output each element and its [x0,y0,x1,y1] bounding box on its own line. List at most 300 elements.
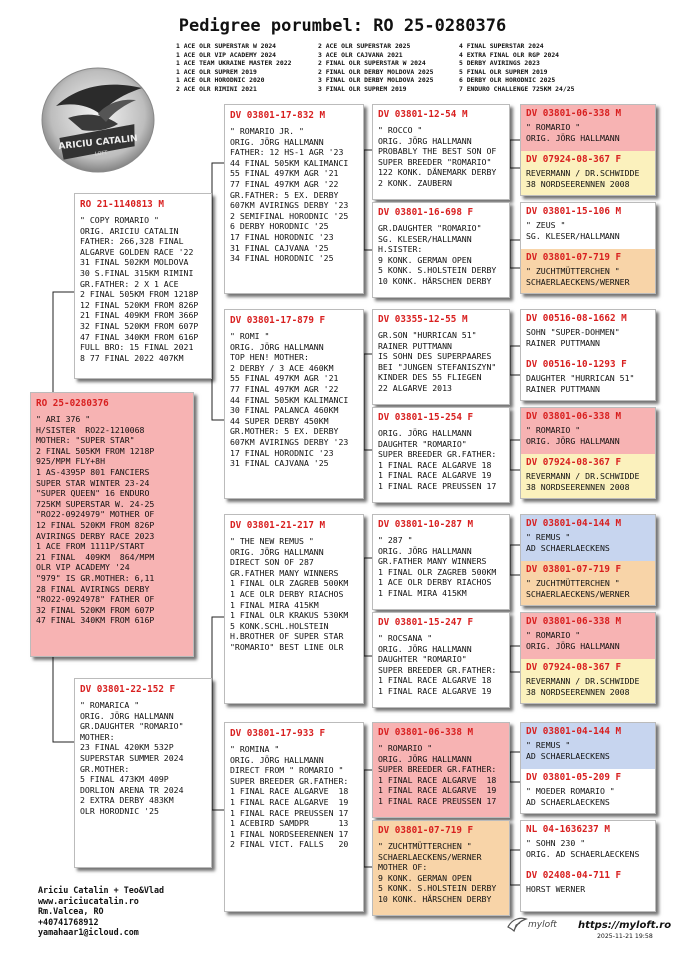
text-line: 9 KONK. GERMAN OPEN [378,254,472,265]
gen3-ring: DV 03801-15-254 F [378,412,474,423]
gen4-ring: DV 07924-08-367 F [526,154,622,165]
text-line: 725KM SUPERSTAR W. 24-25 [36,498,155,509]
gen3-details [378,125,504,189]
gen3-card[interactable] [372,514,510,610]
gen3-details [378,330,504,394]
gen4-details [526,471,650,492]
text-line: ORIG. JÖRG HALLMANN [378,545,472,556]
myloft-brand: myloft [528,920,557,930]
text-line: MOTHER: [80,731,115,742]
text-line: " ROCSANA " [378,633,433,643]
page-title: Pedigree porumbel: RO 25-0280376 [178,16,507,36]
gen4-ring: DV 03801-04-144 M [526,518,622,529]
text-line: RAINER PUTTMANN [378,340,452,351]
text-line: HORST WERNER [526,884,586,894]
text-line: 32 FINAL 520KM FROM 607P [80,320,199,331]
text-line: SUPER BREEDER GR.FATHER: [378,764,497,775]
text-line: 1 FINAL RACE ALGARVE 19 [230,796,349,807]
text-line: IS SOHN DES SUPERPAARES [378,351,492,362]
text-line: AD SCHAERLAECKENS [526,750,610,761]
sire-father-card[interactable] [224,104,364,294]
text-line: 1 FINAL MIRA 415KM [230,599,319,610]
sire-mother-ring: DV 03801-17-879 F [230,315,326,326]
text-line: 2 SEMIFINAL HORODNIC '25 [230,210,349,221]
gen3-ring: DV 03801-07-719 F [378,825,474,836]
gen4-details [526,676,650,697]
text-line: " ROMARIO JR. " [230,126,304,136]
text-line: 1 FINAL RACE ALGARVE 19 [378,785,497,796]
text-line: 21 FINAL 409KM FROM 366P [80,310,199,321]
dam-father-ring: DV 03801-21-217 M [230,520,326,531]
text-line: 3 FINAL OLR DERBY MOLDOVA 2025 [318,76,434,85]
text-line: SCHAERLAECKENS/WERNER [526,276,630,287]
text-line: 9 KONK. GERMAN OPEN [378,872,472,883]
text-line: ORIG. JÖRG HALLMANN [230,754,324,765]
text-line: 1 ACE OLR VIP ACADEMY 2024 [176,50,277,59]
text-line: 1 FINAL RACE ALGARVE 18 [378,459,492,470]
text-line: 4 FINAL SUPERSTAR 2024 [459,42,544,50]
text-line: DAUGHTER "ROMARIO" [378,438,467,449]
gen4-ring: DV 00516-10-1293 F [526,359,627,370]
text-line: " REMUS " [526,740,571,750]
gen4-ring: DV 03801-06-338 M [526,616,622,627]
breeder-contact [38,885,164,938]
dam-details [80,700,206,817]
sire-father-ring: DV 03801-17-832 M [230,110,326,121]
text-line: 17 FINAL HORODNIC '23 [230,447,334,458]
gen4-card[interactable] [521,613,655,659]
text-line: 55 FINAL 497KM AGR '21 [230,168,339,179]
gen4-details [526,425,650,446]
text-line: TOP HEN! MOTHER: [230,352,309,363]
text-line: MOTHER OF: [378,862,428,873]
text-line: 1 FINAL MIRA 415KM [378,587,467,598]
text-line: 2 ACE OLR SUPERSTAR 2025 [318,42,411,50]
text-line: " ROMARIO " [526,122,581,132]
gen4-card[interactable] [521,105,655,151]
text-line: DAUGHTER "ROMARIO" [378,654,467,665]
text-line: ORIG. JÖRG HALLMANN [378,643,472,654]
gen4-pair-card [520,722,656,814]
text-line: " ZUCHTMÜTTERCHEN " [526,578,620,588]
gen3-details [378,633,504,697]
text-line: ORIG. JÖRG HALLMANN [230,546,324,557]
text-line: AD SCHAERLAECKENS [526,796,610,807]
text-line: 2 EXTRA DERBY 483KM [80,795,174,806]
gen4-card[interactable] [521,356,655,401]
text-line: 31 FINAL 502KM MOLDOVA [80,257,189,268]
loft-logo [38,58,158,178]
text-line: ORIG. JÖRG HALLMANN [526,435,620,446]
gen4-details [526,740,650,761]
text-line: 607KM AVIRINGS DERBY '23 [230,200,349,211]
text-line: H.BROTHER OF SUPER STAR [230,631,344,642]
gen3-card[interactable] [372,820,510,916]
text-line: AVIRINGS DERBY RACE 2023 [36,530,155,541]
text-line: 3 FINAL OLR SUPREM 2019 [318,84,407,93]
text-line: " ROCCO " [378,125,423,135]
text-line: SUPER BREEDER "ROMARIO" [378,156,492,167]
text-line: FULL BRO: 15 FINAL 2021 [80,342,194,353]
text-line: ORIG. JÖRG HALLMANN [378,428,472,438]
gen4-ring: DV 03801-07-719 F [526,252,622,263]
text-line: 1 ACE FROM 1111P/START [36,541,145,552]
subject-details [36,414,188,626]
text-line: 30 S.FINAL 315KM RIMINI [80,267,194,278]
gen4-pair-card [520,309,656,401]
subject-ring: RO 25-0280376 [36,398,109,409]
logo-subtext: LOFT [94,150,108,158]
gen4-card[interactable] [521,408,655,454]
gen4-card[interactable] [521,249,655,294]
gen4-pair-card [520,202,656,294]
text-line: "RO22-0924979" MOTHER OF [36,509,155,520]
text-line: 2 FINAL 505KM FROM 1218P [36,445,155,456]
text-line: ORIG. JÖRG HALLMANN [526,132,620,143]
achievements-col-1 [176,42,291,94]
gen4-details [526,266,650,287]
text-line: 1 FINAL RACE ALGARVE 18 [378,774,497,785]
gen3-card[interactable] [372,104,510,200]
text-line: 47 FINAL 340KM FROM 616P [80,331,199,342]
text-line: yamahaar1@icloud.com [38,927,139,938]
gen3-ring: DV 03801-10-287 M [378,519,474,530]
text-line: GR.DAUGHTER "ROMARIO" [80,721,184,732]
text-line: REVERMANN / DR.SCHWIDDE [526,168,640,178]
text-line: 32 FINAL 520KM FROM 607P [36,604,155,615]
text-line: 1 ACE OLR HORODNIC 2020 [176,76,265,85]
gen4-details [526,884,650,895]
text-line: "ROMARIO" BEST LINE OLR [230,641,344,652]
text-line: 1 ACE OLR SUPERSTAR W 2024 [176,42,277,50]
text-line: 1 FINAL RACE ALGARVE 19 [378,685,492,696]
text-line: " ROMARIO " [526,425,581,435]
gen3-card[interactable] [372,309,510,405]
gen4-details [526,327,650,348]
gen4-details [526,168,650,189]
text-line: 1 FINAL RACE ALGARVE 18 [378,675,492,686]
text-line: 5 KONK. S.HOLSTEIN DERBY [378,265,497,276]
text-line: 1 FINAL OLR ZAGREB 500KM [230,578,349,589]
gen3-card[interactable] [372,722,510,818]
text-line: ORIG. JÖRG HALLMANN [80,710,174,721]
text-line: " ZEUS " [526,220,566,230]
text-line: 8 77 FINAL 2022 407KM [80,352,184,363]
text-line: ORIG. JÖRG HALLMANN [378,135,472,146]
text-line: DIRECT FROM " ROMARIO " [230,765,344,776]
gen4-details [526,220,650,241]
gen3-card[interactable] [372,407,510,503]
text-line: 77 FINAL 497KM AGR '22 [230,383,339,394]
gen3-details [378,428,504,492]
text-line: SUPERSTAR SUMMER 2024 [80,752,184,763]
text-line: 1 AS-4395P 801 FANCIERS [36,466,150,477]
gen4-card[interactable] [521,659,655,704]
gen3-card[interactable] [372,612,510,708]
text-line: " SOHN 230 " [526,838,586,848]
gen4-details [526,122,650,143]
text-line: DIRECT SON OF 287 [230,557,314,568]
text-line: 5 DERBY AVIRINGS 2023 [459,59,540,68]
text-line: SOHN "SUPER-DOHMEN" [526,327,620,337]
text-line: ORIG. JÖRG HALLMANN [230,136,324,147]
dam-mother-ring: DV 03801-17-933 F [230,728,326,739]
text-line: GR.FATHER MANY WINNERS [378,556,487,567]
text-line: 34 FINAL HORODNIC '25 [230,253,334,264]
text-line: FATHER: 12 HS-1 AGR '23 [230,147,344,158]
text-line: 3 ACE OLR CAJVANA 2021 [318,50,403,59]
text-line: " ZUCHTMÜTTERCHEN " [378,841,472,851]
text-line: 1 ACEBIRD SAMDPR 13 [230,818,349,829]
gen3-ring: DV 03801-12-54 M [378,109,468,120]
gen4-details [526,838,650,859]
text-line: ORIG. AD SCHAERLAECKENS [526,848,640,859]
text-line: 2 ACE OLR RIMINI 2021 [176,84,257,93]
text-line: 1 FINAL RACE PREUSSEN 17 [378,795,497,806]
text-line: " MOEDER ROMARIO " [526,786,615,796]
gen3-details [378,841,504,905]
text-line: ALGARVE GOLDEN RACE '22 [80,246,194,257]
text-line: RAINER PUTTMANN [526,337,600,348]
text-line: 30 FINAL PALANCA 460KM [230,405,339,416]
text-line: 44 FINAL 505KM KALIMANCI [230,394,349,405]
text-line: DAUGHTER "HURRICAN 51" [526,373,635,383]
gen4-ring: DV 07924-08-367 F [526,662,622,673]
myloft-logo-icon [506,913,528,935]
text-line: 5 FINAL OLR SUPREM 2019 [459,67,548,76]
text-line: SUPER BREEDER GR.FATHER: [378,664,497,675]
sire-mother-card[interactable] [224,309,364,499]
text-line: " ROMARIO " [378,743,433,753]
text-line: 1 FINAL OLR ZAGREB 500KM [378,566,497,577]
text-line: Rm.Valcea, RO [38,906,104,917]
text-line: 44 SUPER DERBY 450KM [230,415,329,426]
dam-father-card[interactable] [224,514,364,704]
achievements-col-2 [318,42,433,94]
text-line: ORIG. JÖRG HALLMANN [526,640,620,651]
text-line: 44 FINAL 505KM KALIMANCI [230,157,349,168]
dam-card[interactable] [74,678,212,868]
text-line: GR.FATHER: 5 EX. DERBY [230,189,339,200]
text-line: 12 FINAL 520KM FROM 826P [36,519,155,530]
text-line: 1 FINAL RACE PREUSSEN 17 [378,480,497,491]
gen4-details [526,786,650,807]
gen3-ring: DV 03801-16-698 F [378,207,474,218]
sire-card[interactable] [74,193,212,379]
gen3-details [378,223,504,287]
text-line: 38 NORDSEERENNEN 2008 [526,481,630,492]
text-line: 21 FINAL 409KM 864/MPM [36,551,155,562]
text-line: 31 FINAL CAJVANA '25 [230,458,329,469]
text-line: SUPER BREEDER GR.FATHER: [378,449,497,460]
dam-mother-card[interactable] [224,722,364,912]
gen4-pair-card [520,407,656,499]
logo-text: ARICIU CATALIN [58,133,139,153]
text-line: 2 FINAL 505KM FROM 1218P [80,289,199,300]
text-line: 607KM AVIRINGS DERBY '23 [230,436,349,447]
text-line: GR.DAUGHTER "ROMARIO" [378,223,482,233]
text-line: RAINER PUTTMANN [526,383,600,394]
text-line: 28 FINAL AVIRINGS DERBY [36,583,150,594]
text-line: " ARI 376 " [36,414,91,424]
subject-card[interactable] [30,392,194,657]
print-timestamp: 2025-11-21 19:58 [597,933,653,940]
text-line: 2 KONK. ZAUBERN [378,177,452,188]
gen4-details [526,630,650,651]
text-line: SG. KLESER/HALLMANN [378,233,472,244]
text-line: GR.FATHER MANY WINNERS [230,567,339,578]
gen3-details [378,535,504,599]
gen4-ring: DV 03801-07-719 F [526,564,622,575]
text-line: " ROMARIO " [526,630,581,640]
text-line: ORIG. JÖRG HALLMANN [378,753,472,764]
gen4-card[interactable] [521,769,655,814]
gen4-ring: DV 03801-05-209 F [526,772,622,783]
text-line: 5 FINAL 473KM 409P [80,774,169,785]
text-line: 2 DERBY / 3 ACE 460KM [230,362,334,373]
text-line: "RO22-0924978" FATHER OF [36,594,155,605]
text-line: DORLION ARENA TR 2024 [80,784,184,795]
text-line: 38 NORDSEERENNEN 2008 [526,686,630,697]
text-line: 1 ACE OLR SUPREM 2019 [176,67,257,76]
text-line: "SUPER QUEEN" 16 ENDURO [36,488,150,499]
text-line: +40741768912 [38,916,99,927]
text-line: 5 KONK. S.HOLSTEIN DERBY [378,883,497,894]
text-line: 10 KONK. HÄRSCHEN DERBY [378,275,492,286]
text-line: " ROMI " [230,331,270,341]
text-line: SCHAERLAECKENS/WERNER [378,851,482,862]
gen4-card[interactable] [521,151,655,196]
text-line: " COPY ROMARIO " [80,215,159,225]
text-line: 1 ACE TEAM UKRAINE MASTER 2022 [176,59,292,68]
gen3-card[interactable] [372,202,510,298]
gen4-pair-card [520,820,656,912]
text-line: 2 FINAL OLR DERBY MOLDOVA 2025 [318,67,434,76]
gen4-card[interactable] [521,867,655,912]
text-line: 17 FINAL HORODNIC '23 [230,231,334,242]
sire-ring: RO 21-1140813 M [80,199,164,210]
text-line: 22 ALGARVE 2013 [378,382,452,393]
text-line: 2 FINAL OLR SUPERSTAR W 2024 [318,59,426,68]
text-line: " 287 " [378,535,413,545]
text-line: " THE NEW REMUS " [230,536,314,546]
text-line: SUPER STAR WINTER 23-24 [36,477,150,488]
text-line: PROBABLY THE BEST SON OF [378,146,497,157]
sire-father-details [230,126,358,264]
dam-mother-details [230,744,358,850]
gen4-card[interactable] [521,310,655,356]
gen4-card[interactable] [521,454,655,499]
gen4-ring: DV 00516-08-1662 M [526,313,627,324]
text-line: BEI "JUNGEN STEFANISZYN" [378,361,497,372]
text-line: 38 NORDSEERENNEN 2008 [526,178,630,189]
text-line: " REMUS " [526,532,571,542]
text-line: 6 DERBY HORODNIC '25 [230,221,329,232]
gen4-card[interactable] [521,821,655,867]
gen4-card[interactable] [521,203,655,249]
text-line: " ROMARICA " [80,700,140,710]
text-line: H.SISTER: [378,244,423,255]
text-line: 6 DERBY OLR HORODNIC 2025 [459,76,556,85]
text-line: 1 FINAL OLR KRAKUS 530KM [230,610,349,621]
gen3-ring: DV 03801-06-338 M [378,727,474,738]
text-line: SG. KLESER/HALLMANN [526,230,620,241]
text-line: OLR HORODNIC '25 [80,805,159,816]
text-line: AD SCHAERLAECKENS [526,542,610,553]
text-line: GR.FATHER: 2 X 1 ACE [80,278,179,289]
text-line: " ZUCHTMÜTTERCHEN " [526,266,620,276]
text-line: 47 FINAL 340KM FROM 616P [36,615,155,626]
text-line: 7 ENDURO CHALLENGE 725KM 24/25 [459,84,575,93]
text-line: ORIG. JÖRG HALLMANN [230,341,324,352]
gen4-pair-card [520,514,656,606]
text-line: 1 FINAL RACE ALGARVE 18 [230,786,349,797]
sire-mother-details [230,331,358,469]
text-line: 5 KONK.SCHL.HOLSTEIN [230,620,329,631]
dam-father-details [230,536,358,653]
text-line: GR.SON "HURRICAN 51" [378,330,477,340]
gen3-details [378,743,504,807]
achievements-col-3 [459,42,574,94]
gen4-ring: DV 03801-06-338 M [526,411,622,422]
gen4-card[interactable] [521,723,655,769]
text-line: 1 FINAL RACE ALGARVE 19 [378,470,492,481]
text-line: Ariciu Catalin + Teo&Vlad [38,885,165,895]
gen4-ring: DV 02408-04-711 F [526,870,622,881]
text-line: GR.MOTHER: 5 EX. DERBY [230,426,339,437]
text-line: 55 FINAL 497KM AGR '21 [230,373,339,384]
gen4-pair-card [520,612,656,704]
gen4-details [526,532,650,553]
text-line: ORIG. ARICIU CATALIN [80,225,179,236]
text-line: "979" IS GR.MOTHER: 6,11 [36,572,155,583]
gen4-card[interactable] [521,561,655,606]
text-line: 12 FINAL 520KM FROM 826P [80,299,199,310]
text-line: 2 FINAL VICT. FALLS 20 [230,839,349,850]
text-line: 1 ACE OLR DERBY RIACHOS [230,588,344,599]
gen4-details [526,373,650,394]
text-line: MOTHER: "SUPER STAR" [36,435,135,446]
gen4-details [526,578,650,599]
text-line: REVERMANN / DR.SCHWIDDE [526,676,640,686]
gen3-ring: DV 03801-15-247 F [378,617,474,628]
text-line: GR.MOTHER: [80,763,130,774]
gen3-ring: DV 03355-12-55 M [378,314,468,325]
text-line: H/SISTER RO22-1210068 [36,424,145,435]
text-line: SUPER BREEDER GR.FATHER: [230,775,349,786]
text-line: 4 EXTRA FINAL OLR RGP 2024 [459,50,560,59]
sire-details [80,215,206,363]
text-line: 925/MPM FLY+8H [36,456,106,467]
text-line: 10 KONK. HÄRSCHEN DERBY [378,893,492,904]
text-line: 122 KONK. DÄNEMARK DERBY [378,167,497,178]
gen4-pair-card [520,104,656,196]
text-line: FATHER: 266,328 FINAL [80,236,184,247]
text-line: OLR VIP ACADEMY '24 [36,562,130,573]
text-line: 1 ACE OLR DERBY RIACHOS [378,577,492,588]
gen4-ring: DV 07924-08-367 F [526,457,622,468]
text-line: 23 FINAL 420KM 532P [80,742,174,753]
text-line: 31 FINAL CAJVANA '25 [230,242,329,253]
text-line: 77 FINAL 497KM AGR '22 [230,178,339,189]
gen4-ring: DV 03801-15-106 M [526,206,622,217]
gen4-ring: DV 03801-04-144 M [526,726,622,737]
dam-ring: DV 03801-22-152 F [80,684,176,695]
gen4-card[interactable] [521,515,655,561]
myloft-site-link[interactable]: https://myloft.ro [578,920,672,931]
text-line: REVERMANN / DR.SCHWIDDE [526,471,640,481]
text-line: 1 FINAL RACE PREUSSEN 17 [230,807,349,818]
